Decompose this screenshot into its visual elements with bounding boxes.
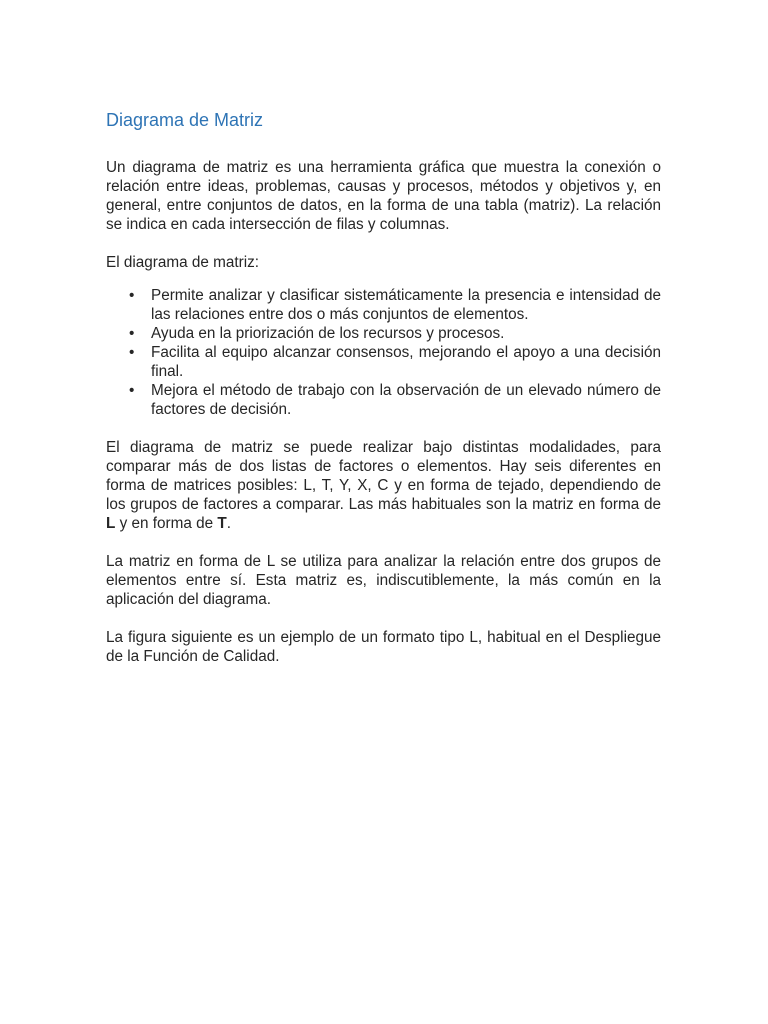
- benefits-list: [106, 286, 661, 419]
- paragraph-definition: Un diagrama de matriz es una herramienta gráfica que muestra la conexión o relación entre ideas, problemas, causas y procesos, métodos y objetivos y, en general, entre conjuntos de datos, en la forma de una tabla (matriz). La relación se indica en cada intersección de filas y columnas.: [106, 159, 661, 233]
- bullet-icon: •: [129, 344, 135, 361]
- list-item: [129, 286, 661, 324]
- list-item-text: Facilita al equipo alcanzar consensos, mejorando el apoyo a una decisión final.: [151, 344, 661, 380]
- modalities-end: .: [226, 515, 231, 532]
- bullet-icon: •: [129, 325, 135, 342]
- paragraph-figure-intro: La figura siguiente es un ejemplo de un formato tipo L, habitual en el Despliegue de la Función de Calidad.: [106, 629, 661, 665]
- list-item-text: Mejora el método de trabajo con la observación de un elevado número de factores de decisión.: [151, 382, 661, 418]
- document-page: [106, 108, 661, 685]
- list-item: [129, 324, 661, 343]
- bold-t: T: [217, 515, 227, 532]
- list-item-text: Permite analizar y clasificar sistemáticamente la presencia e intensidad de las relaciones entre dos o más conjuntos de elementos.: [151, 287, 661, 323]
- list-item: [129, 343, 661, 381]
- paragraph-modalities: [106, 438, 661, 533]
- modalities-text: El diagrama de matriz se puede realizar bajo distintas modalidades, para comparar más de dos listas de factores o elementos. Hay seis diferentes en forma de matrices posibles: L, T, Y, X, C y en forma de tejado, dependiendo de los grupos de factores a comparar. Las más habituales son la matriz en forma de: [106, 439, 661, 513]
- list-item: [129, 381, 661, 419]
- paragraph-l-matrix: La matriz en forma de L se utiliza para analizar la relación entre dos grupos de elementos entre sí. Esta matriz es, indiscutiblemente, la más común en la aplicación del diagrama.: [106, 553, 661, 608]
- document-title: Diagrama de Matriz: [106, 110, 264, 130]
- list-intro: El diagrama de matriz:: [106, 254, 260, 271]
- list-item-text: Ayuda en la priorización de los recursos y procesos.: [151, 325, 505, 342]
- bold-l: L: [106, 515, 116, 532]
- bullet-icon: •: [129, 287, 135, 304]
- bullet-icon: •: [129, 382, 135, 399]
- modalities-mid: y en forma de: [115, 515, 218, 532]
